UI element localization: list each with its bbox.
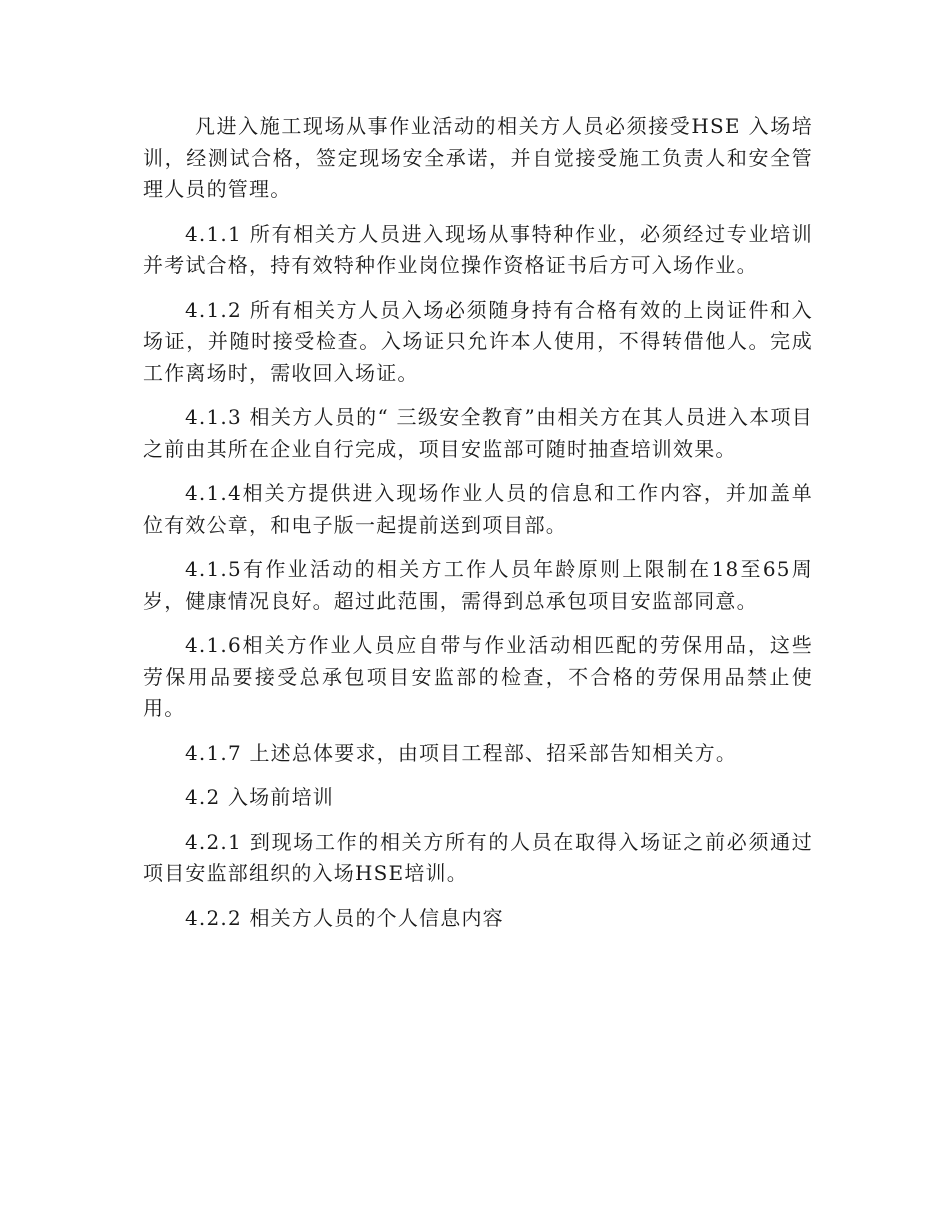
paragraph-4-1-5: 4.1.5有作业活动的相关方工作人员年龄原则上限制在18至65周岁，健康情况良好。超过此范围，需得到总承包项目安监部同意。 [143, 557, 813, 613]
paragraph-4-1-4: 4.1.4相关方提供进入现场作业人员的信息和工作内容，并加盖单位有效公章，和电子版一起提前送到项目部。 [143, 481, 813, 537]
section-heading-4-2: 4.2 入场前培训 [185, 785, 334, 809]
paragraph-4-1-2: 4.1.2 所有相关方人员入场必须随身持有合格有效的上岗证件和入场证，并随时接受检查。入场证只允许本人使用，不得转借他人。完成工作离场时，需收回入场证。 [143, 297, 813, 385]
paragraph-4-1-7: 4.1.7 上述总体要求，由项目工程部、招采部告知相关方。 [185, 740, 738, 765]
paragraph-4-1-6: 4.1.6相关方作业人员应自带与作业活动相匹配的劳保用品，这些劳保用品要接受总承包项目安监部的检查，不合格的劳保用品禁止使用。 [143, 633, 813, 720]
paragraph-4-2-2: 4.2.2 相关方人员的个人信息内容 [185, 905, 504, 930]
paragraph-intro: 凡进入施工现场从事作业活动的相关方人员必须接受HSE 入场培训，经测试合格，签定现场安全承诺，并自觉接受施工负责人和安全管理人员的管理。 [143, 114, 813, 201]
paragraph-4-1-3: 4.1.3 相关方人员的“ 三级安全教育”由相关方在其人员进入本项目之前由其所在企业自行完成，项目安监部可随时抽查培训效果。 [143, 405, 813, 461]
paragraph-4-1-1: 4.1.1 所有相关方人员进入现场从事特种作业，必须经过专业培训并考试合格，持有效特种作业岗位操作资格证书后方可入场作业。 [143, 221, 813, 277]
document-body [143, 111, 813, 947]
paragraph-4-2-1: 4.2.1 到现场工作的相关方所有的人员在取得入场证之前必须通过项目安监部组织的入场HSE培训。 [143, 829, 813, 885]
